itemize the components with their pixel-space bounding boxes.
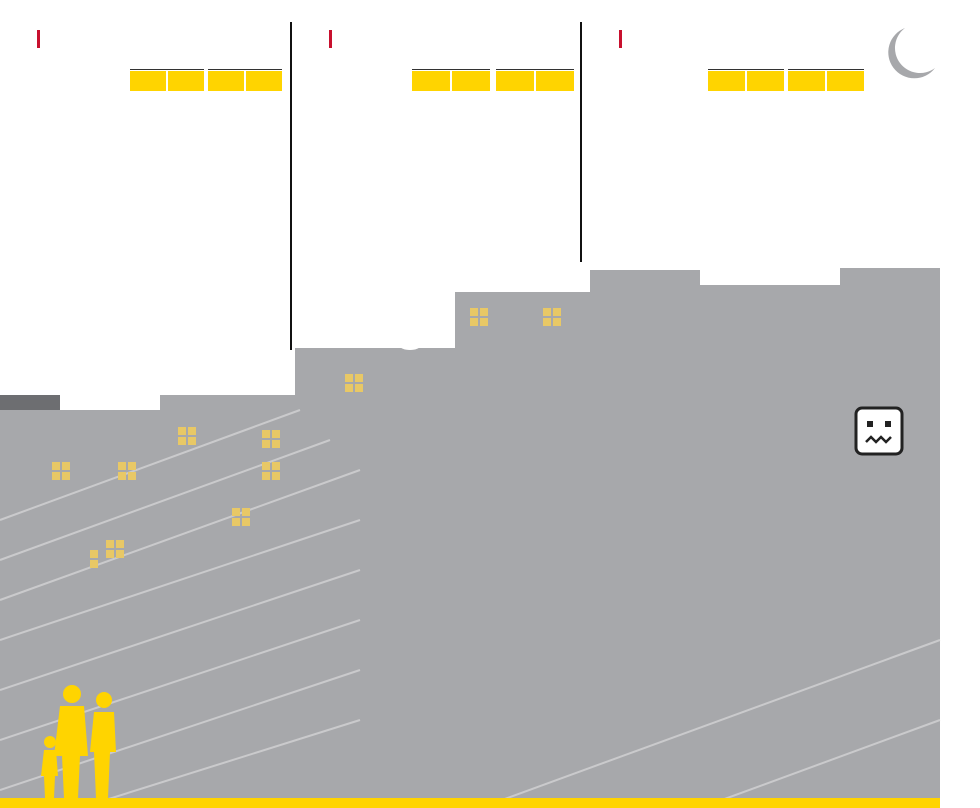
region-max-new [827, 71, 864, 91]
thess-group-old [412, 56, 490, 70]
thess-min-new [496, 71, 534, 91]
region-group-new [788, 56, 864, 70]
attica-header [46, 56, 282, 92]
region-min-new [788, 71, 825, 91]
gift-section [130, 722, 455, 724]
region-region-header [628, 62, 708, 86]
attica-region-header [46, 62, 126, 86]
attica-max-new [246, 71, 282, 91]
cat-silhouette [396, 325, 426, 350]
thess-min-old [412, 71, 450, 91]
thess-region-header [338, 62, 418, 86]
inherit-section [130, 660, 455, 662]
dark-step [0, 395, 60, 410]
region-group-old [708, 56, 784, 70]
thess-max-old [452, 71, 490, 91]
thess-divider [580, 22, 582, 262]
ota-section [130, 588, 460, 590]
thess-group-new [496, 56, 574, 70]
attica-group-new [208, 56, 282, 70]
attica-divider [290, 22, 292, 350]
thess-header [338, 56, 574, 92]
attica-min-old [130, 71, 166, 91]
region-min-old [708, 71, 745, 91]
attica-panel [46, 22, 282, 350]
region-panel [628, 22, 864, 268]
region-max-old [747, 71, 784, 91]
attica-min-new [208, 71, 244, 91]
attica-max-old [168, 71, 204, 91]
worried-face-icon [856, 408, 902, 454]
thess-max-new [536, 71, 574, 91]
attica-group-old [130, 56, 204, 70]
moon-icon [888, 28, 935, 78]
region-header [628, 56, 864, 92]
thess-panel [338, 22, 574, 262]
ground-bar [0, 798, 940, 808]
